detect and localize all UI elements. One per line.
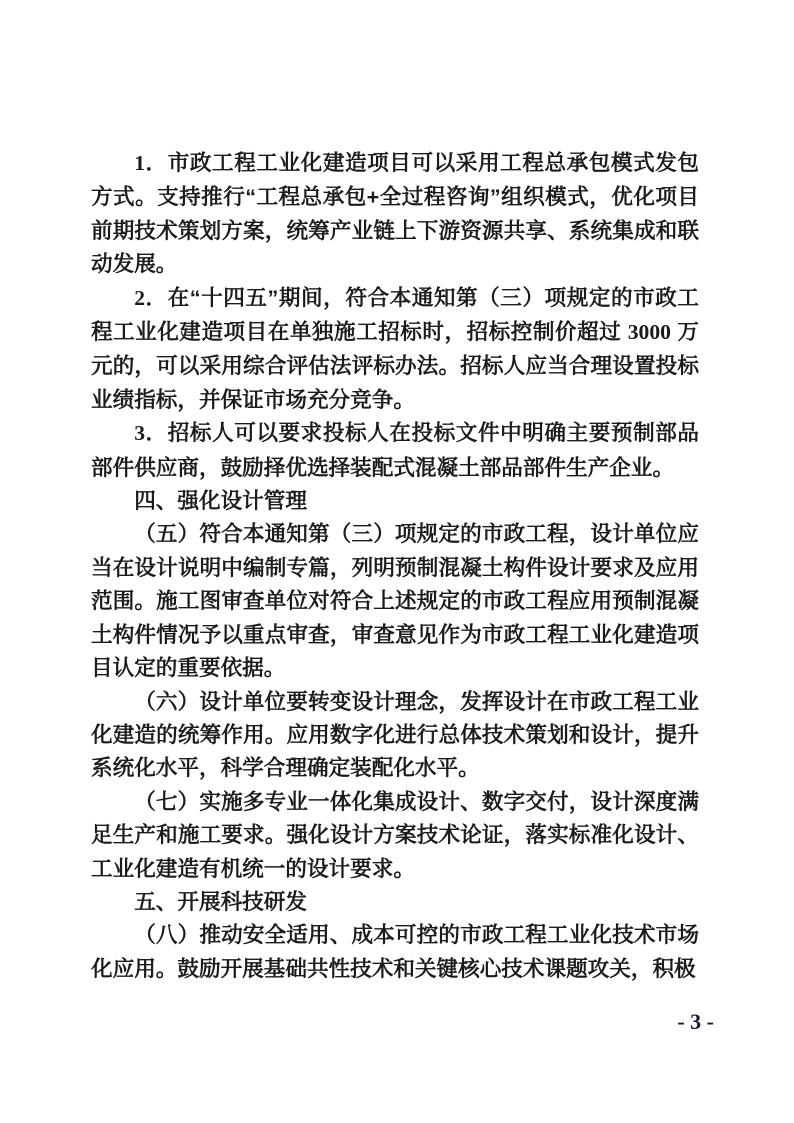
- body-paragraph: （六）设计单位要转变设计理念，发挥设计在市政工程工业化建造的统筹作用。应用数字化进行总体技术策划和设计，提升系统化水平，科学合理确定装配化水平。: [91, 688, 699, 781]
- numeral: 3000: [627, 320, 671, 345]
- document-body: [91, 146, 699, 985]
- body-paragraph: 2．在“十四五”期间，符合本通知第（三）项规定的市政工程工业化建造项目在单独施工招标时，招标控制价超过 3000 万元的，可以采用综合评估法评标办法。招标人应当合理设置投标业绩指标，并保证市场充分竞争。: [91, 284, 699, 412]
- body-paragraph: 3．招标人可以要求投标人在投标文件中明确主要预制部品部件供应商，鼓励择优选择装配式混凝土部品部件生产企业。: [91, 420, 699, 480]
- numeral: 2: [134, 285, 145, 310]
- numeral: 3: [134, 421, 145, 446]
- body-paragraph: （七）实施多专业一体化集成设计、数字交付，设计深度满足生产和施工要求。强化设计方案技术论证，落实标准化设计、工业化建造有机统一的设计要求。: [91, 788, 699, 881]
- page-number: - 3 -: [677, 1009, 714, 1034]
- section-heading: 五、开展科技研发: [134, 888, 307, 914]
- body-paragraph: （八）推动安全适用、成本可控的市政工程工业化技术市场化应用。鼓励开展基础共性技术和关键核心技术课题攻关，积极: [91, 922, 699, 981]
- section-heading: 四、强化设计管理: [134, 488, 307, 514]
- numeral: 1: [134, 151, 145, 175]
- body-paragraph: 1．市政工程工业化建造项目可以采用工程总承包模式发包方式。支持推行“工程总承包+全过程咨询”组织模式，优化项目前期技术策划方案，统筹产业链上下游资源共享、系统集成和联动发展。: [91, 150, 699, 277]
- body-paragraph: （五）符合本通知第（三）项规定的市政工程，设计单位应当在设计说明中编制专篇，列明预制混凝土构件设计要求及应用范围。施工图审查单位对符合上述规定的市政工程应用预制混凝土构件情况予以重点审查，审查意见作为市政工程工业化建造项目认定的重要依据。: [91, 521, 699, 681]
